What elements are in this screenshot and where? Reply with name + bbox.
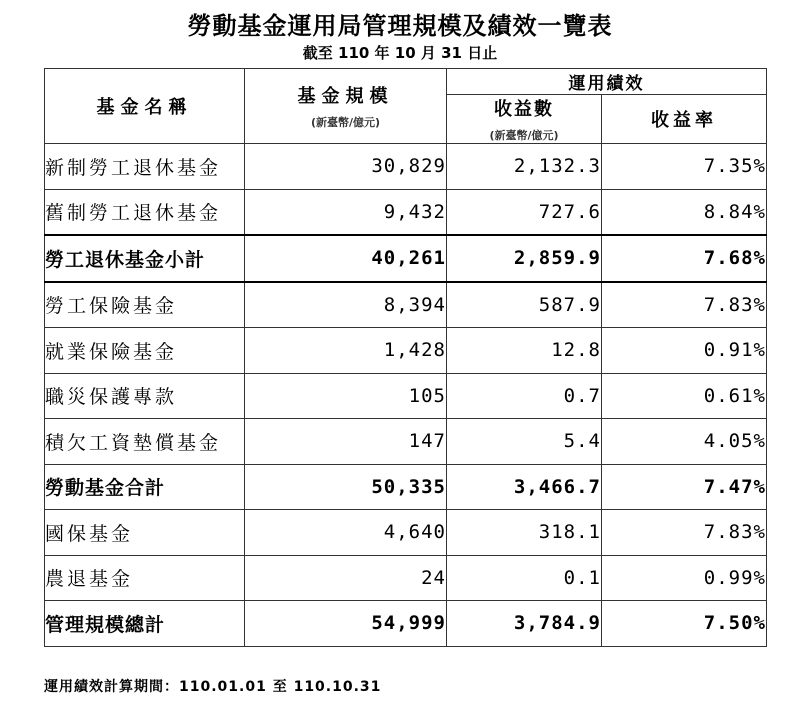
scale-cell: 1,428 <box>245 328 447 374</box>
subtotal-row <box>45 235 767 282</box>
income-cell: 12.8 <box>447 328 602 374</box>
header-scale-unit: (新臺幣/億元) <box>310 116 381 129</box>
income-cell: 318.1 <box>447 510 602 556</box>
calculation-period-note: 運用績效計算期間：110.01.01 至 110.10.31 <box>44 679 382 695</box>
rate-cell: 0.99% <box>602 555 767 601</box>
header-performance: 運用績效 <box>447 69 767 95</box>
income-cell: 3,466.7 <box>447 464 602 510</box>
scale-cell: 4,640 <box>245 510 447 556</box>
income-cell: 0.1 <box>447 555 602 601</box>
income-cell: 587.9 <box>447 282 602 328</box>
table-row <box>45 144 767 190</box>
income-cell: 0.7 <box>447 373 602 419</box>
scale-cell: 50,335 <box>245 464 447 510</box>
income-cell: 727.6 <box>447 189 602 235</box>
scale-cell: 105 <box>245 373 447 419</box>
fund-name-cell: 職災保護專款 <box>45 373 245 419</box>
header-fund-name-label: 基金名稱 <box>96 97 193 118</box>
header-income-unit: (新臺幣/億元) <box>489 129 559 142</box>
page-title: 勞動基金運用局管理規模及績效一覽表 <box>187 12 613 40</box>
income-cell: 3,784.9 <box>447 601 602 647</box>
header-scale <box>245 69 447 144</box>
scale-cell: 54,999 <box>245 601 447 647</box>
scale-cell: 30,829 <box>245 144 447 190</box>
rate-cell: 4.05% <box>602 419 767 465</box>
fund-name-cell: 就業保險基金 <box>45 328 245 374</box>
rate-cell: 7.35% <box>602 144 767 190</box>
fund-table <box>44 68 767 647</box>
fund-name-cell: 新制勞工退休基金 <box>45 144 245 190</box>
rate-cell: 8.84% <box>602 189 767 235</box>
scale-cell: 9,432 <box>245 189 447 235</box>
income-cell: 2,132.3 <box>447 144 602 190</box>
table-row <box>45 510 767 556</box>
fund-name-cell: 農退基金 <box>45 555 245 601</box>
header-income-label: 收益數 <box>494 99 554 120</box>
total-row <box>45 464 767 510</box>
rate-cell: 7.83% <box>602 282 767 328</box>
rate-cell: 0.91% <box>602 328 767 374</box>
income-cell: 5.4 <box>447 419 602 465</box>
rate-cell: 7.83% <box>602 510 767 556</box>
header-scale-label: 基金規模 <box>297 86 394 107</box>
fund-name-cell: 勞工退休基金小計 <box>45 235 245 282</box>
scale-cell: 8,394 <box>245 282 447 328</box>
scale-cell: 147 <box>245 419 447 465</box>
income-cell: 2,859.9 <box>447 235 602 282</box>
table-row <box>45 419 767 465</box>
rate-cell: 7.68% <box>602 235 767 282</box>
fund-name-cell: 勞工保險基金 <box>45 282 245 328</box>
rate-cell: 7.50% <box>602 601 767 647</box>
fund-name-cell: 國保基金 <box>45 510 245 556</box>
header-rate <box>602 95 767 144</box>
table-row <box>45 282 767 328</box>
header-income <box>447 95 602 144</box>
rate-cell: 7.47% <box>602 464 767 510</box>
header-fund-name <box>45 69 245 144</box>
scale-cell: 40,261 <box>245 235 447 282</box>
fund-name-cell: 勞動基金合計 <box>45 464 245 510</box>
grand-total-row <box>45 601 767 647</box>
fund-name-cell: 舊制勞工退休基金 <box>45 189 245 235</box>
table-row <box>45 328 767 374</box>
scale-cell: 24 <box>245 555 447 601</box>
table-row <box>45 373 767 419</box>
fund-name-cell: 積欠工資墊償基金 <box>45 419 245 465</box>
fund-name-cell: 管理規模總計 <box>45 601 245 647</box>
header-rate-label: 收益率 <box>651 110 717 131</box>
page-subtitle: 截至 110 年 10 月 31 日止 <box>302 44 498 62</box>
rate-cell: 0.61% <box>602 373 767 419</box>
table-row <box>45 189 767 235</box>
table-row <box>45 555 767 601</box>
